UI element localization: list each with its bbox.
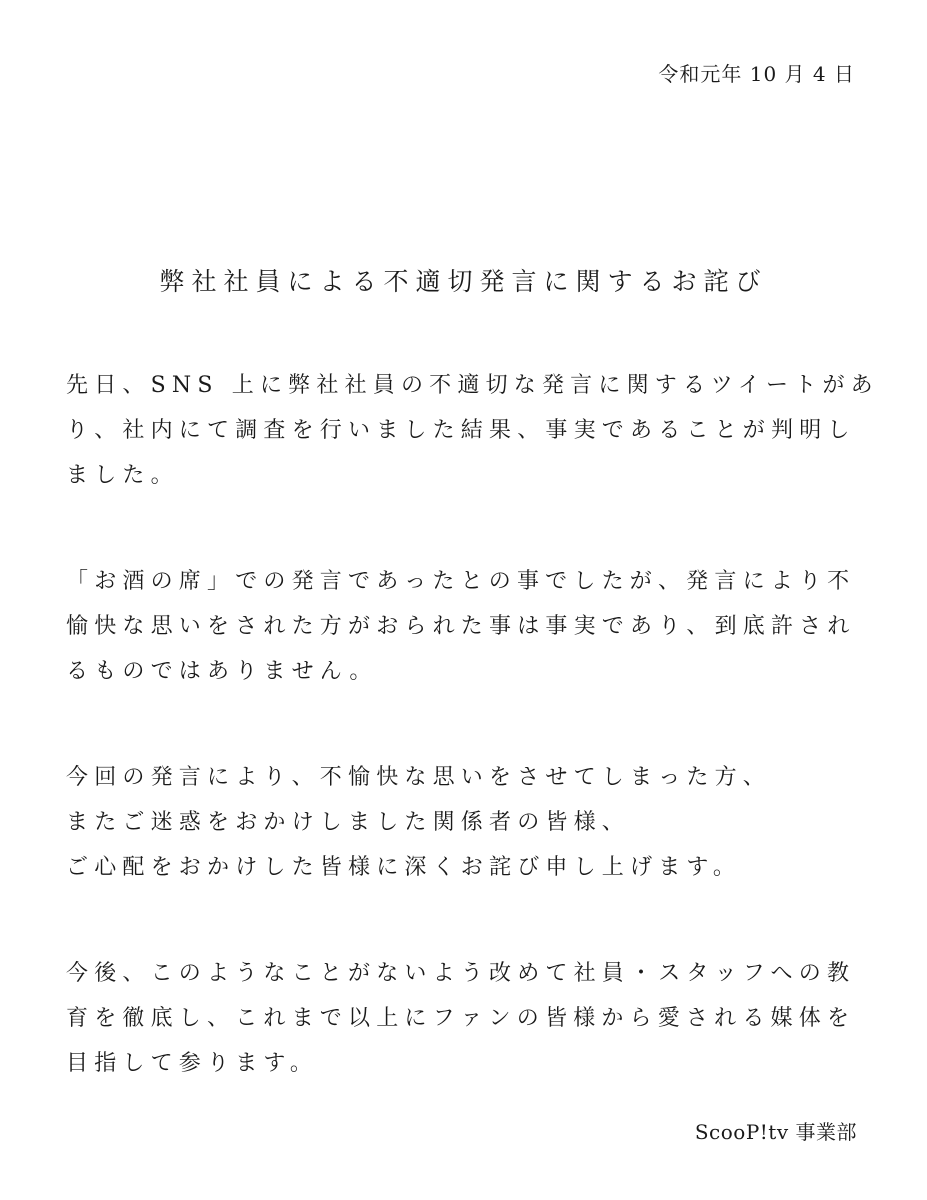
text-line: 今回の発言により、不愉快な思いをさせてしまった方、 [66,765,772,790]
paragraph-3 [66,755,866,890]
text-line: 「お酒の席」での発言であったとの事でしたが、発言により不 [66,569,856,594]
paragraph-2 [66,559,866,694]
text-line: ご心配をおかけした皆様に深くお詫び申し上げます。 [66,855,742,880]
text-line: ました。 [66,463,179,488]
document-title: 弊社社員による不適切発言に関するお詫び [159,267,768,296]
text-line: またご迷惑をおかけしました関係者の皆様、 [66,810,631,835]
paragraph-4 [66,951,866,1086]
text-line: り、社内にて調査を行いました結果、事実であることが判明し [66,418,856,443]
text-line: 目指して参ります。 [66,1051,319,1076]
text-line: 育を徹底し、これまで以上にファンの皆様から愛される媒体を [66,1006,856,1031]
document-date: 令和元年 10 月 4 日 [658,62,855,86]
signature: ScooP!tv 事業部 [694,1120,857,1144]
text-line: 今後、このようなことがないよう改めて社員・スタッフへの教 [66,961,856,986]
text-line: 先日、SNS 上に弊社社員の不適切な発言に関するツイートがあ [66,373,879,398]
text-line: 愉快な思いをされた方がおられた事は事実であり、到底許され [66,614,856,639]
paragraph-1 [66,363,879,498]
text-line: るものではありません。 [66,659,378,684]
document-body [66,363,879,1147]
